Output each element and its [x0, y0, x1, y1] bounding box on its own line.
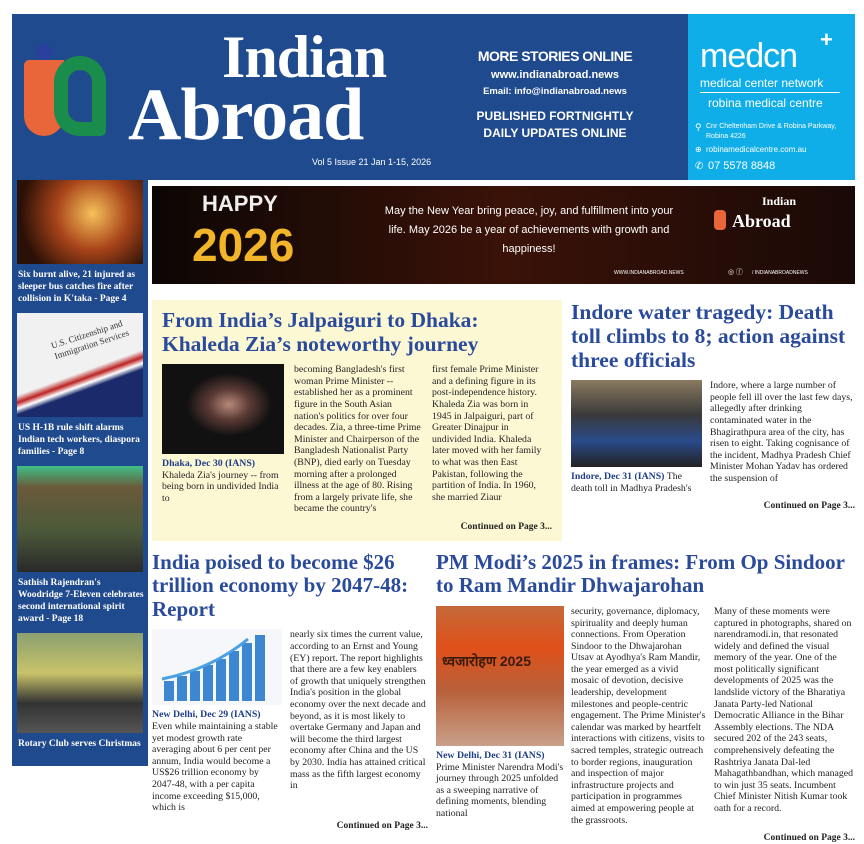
banner-logo-icon — [714, 210, 726, 230]
continued-link[interactable]: Continued on Page 3... — [336, 820, 428, 831]
headline[interactable]: PM Modi’s 2025 in frames: From Op Sindoor to Ram Mandir Dhwajarohan — [436, 549, 845, 598]
main-content — [152, 186, 855, 844]
article-indore — [567, 300, 855, 512]
logo-globe-icon — [36, 44, 52, 60]
sidebar-story-1[interactable]: Six burnt alive, 21 injured as sleeper bus catches fire after collision in K'taka - Page 4 — [18, 270, 136, 304]
body-col2: nearly six times the current value, according to an Ernst and Young (EY) report. The report highlights that there are a few key enablers of growth that uniquely strengthen India's position in the global economy over the next decade and beyond, as it is most likely to overtake Germany and Japan and will become the third largest economy after China and the US by 2030. India has attained critical mass as the fifth largest economy in — [290, 629, 426, 792]
new-year-banner — [152, 186, 855, 284]
banner-logo-line2: Abroad — [732, 211, 791, 231]
instagram-facebook-icon: ◎ ⓕ — [728, 268, 743, 276]
sidebar-story-2[interactable]: US H-1B rule shift alarms Indian tech workers, diaspora families - Page 8 — [18, 423, 140, 457]
article-economy — [152, 551, 428, 832]
banner-social: / INDIANABROADNEWS — [752, 270, 808, 276]
body-col1: Prime Minister Narendra Modi's journey through 2025 unfolded as a sweeping narrative of defining moments, blending national — [436, 761, 564, 819]
email-link[interactable]: Email: info@indianabroad.news — [483, 86, 627, 97]
continued-link[interactable]: Continued on Page 3... — [763, 501, 855, 512]
growth-chart-icon — [152, 629, 282, 705]
issue-info: Vol 5 Issue 21 Jan 1-15, 2026 — [312, 157, 432, 167]
uscis-photo — [17, 313, 143, 417]
masthead-title-line1: Indian — [222, 24, 387, 90]
globe-icon: ⊕ — [695, 145, 702, 154]
article-modi — [432, 551, 855, 844]
modi-photo — [436, 606, 564, 746]
modi-image-text: ध्वजारोहण 2025 — [442, 652, 532, 669]
banner-happy: HAPPY — [202, 191, 278, 216]
headline[interactable]: India poised to become $26 trillion economy by 2047-48: Report — [152, 549, 409, 621]
body-col1: The death toll in Madhya Pradesh's — [571, 471, 692, 494]
sidebar — [12, 178, 148, 766]
pin-icon: ⚲ — [695, 122, 702, 132]
clinic-address: Cnr Cheltenham Drive & Robina Parkway, Robina 4226 — [706, 123, 837, 140]
website-link[interactable]: www.indianabroad.news — [491, 69, 619, 81]
clinic-website[interactable]: robinamedicalcentre.com.au — [706, 145, 807, 154]
body-col3: first female Prime Minister and a defining figure in its post-independence history. Khaleda Zia was born in 1945 in Jalpaiguri, part of Greater Dinajpur in undivided India. Khaleda later moved with her family to what was then East Pakistan, following the partition of India. In 1960, she married Ziaur — [432, 364, 542, 503]
indore-photo — [571, 380, 702, 467]
body-col2: becoming Bangladesh's first woman Prime Minister -- established her as a prominent figure in the South Asian nation's politics for over four decades. Zia, a three-time Prime Minister and Chairperson of the Bangladesh Nationalist Party (BNP), died early on Tuesday morning after a prolonged illness at the age of 80. Rising from a largely private life, she became the country's — [294, 364, 421, 515]
medcn-tagline: medical center network — [700, 76, 824, 90]
headline[interactable]: Indore water tragedy: Death toll climbs to 8; action against three officials — [571, 300, 846, 373]
medcn-ad[interactable] — [688, 14, 855, 180]
dateline: New Delhi, Dec 29 (IANS) — [152, 709, 261, 721]
dateline: Indore, Dec 31 (IANS) — [571, 471, 665, 483]
continued-link[interactable]: Continued on Page 3... — [460, 521, 552, 532]
banner-message: May the New Year bring peace, joy, and fulfillment into your life. May 2026 be a year of achievements with growth and happiness! — [384, 205, 674, 255]
bus-fire-photo — [17, 180, 143, 264]
body-col2: Indore, where a large number of people fell ill over the last few days, allegedly after drinking contaminated water in the Bhagirathpura area of the city, has risen to eight. Taking cognisance of the incident, Madhya Pradesh Chief Minister Mohan Yadav has ordered the suspension of — [710, 380, 853, 484]
uscis-image-text: U.S. Citizenship and Immigration Services — [49, 318, 131, 362]
body-col3: Many of these moments were captured in photographs, shared on narendramodi.in, that resonated widely and defined the visual memory of the year. One of the most politically significant developments of 2025 was the landslide victory of the Bharatiya Janata Party-led National Democratic Alliance in the Bihar Assembly elections. The NDA secured 202 of the 243 seats, comprehensively defeating the Rashtriya Janata Dal-led Mahagathbandhan, which managed to win just 35 seats. Incumbent Chief Minister Nitish Kumar took oath for a record. — [714, 605, 854, 814]
sidebar-story-3[interactable]: Sathish Rajendran's Woodridge 7-Eleven celebrates second international spirit award - Page 18 — [18, 578, 144, 624]
continued-link[interactable]: Continued on Page 3... — [763, 833, 855, 844]
banner-website: WWW.INDIANABROAD.NEWS — [614, 270, 684, 276]
plus-icon: + — [820, 27, 833, 52]
dateline: New Delhi, Dec 31 (IANS) — [436, 749, 545, 761]
more-stories-label: MORE STORIES ONLINE — [477, 48, 633, 64]
body-col1: Khaleda Zia's journey -- from being born in undivided India to — [162, 469, 279, 504]
published-label: PUBLISHED FORTNIGHTLY — [476, 109, 634, 123]
headline[interactable]: From India’s Jalpaiguri to Dhaka: Khaleda Zia’s noteworthy journey — [162, 308, 479, 357]
rotary-photo — [17, 633, 143, 733]
medcn-brand: medcn — [700, 37, 798, 75]
logo-a-shape — [54, 56, 106, 136]
banner-logo-line1: Indian — [762, 194, 797, 208]
daily-updates-label: DAILY UPDATES ONLINE — [483, 126, 627, 140]
dateline: Dhaka, Dec 30 (IANS) — [162, 458, 256, 470]
clinic-phone[interactable]: 07 5578 8848 — [708, 160, 776, 172]
phone-icon: ✆ — [695, 161, 704, 172]
article-khaleda — [152, 300, 562, 541]
sidebar-story-4[interactable]: Rotary Club serves Christmas — [18, 739, 141, 749]
clinic-name: robina medical centre — [708, 96, 823, 110]
masthead-title-line2: Abroad — [128, 74, 364, 156]
body-col2: security, governance, diplomacy, spirituality and deeply human connections. From Operation Sindoor to the Dhwajarohan Utsav at Ayodhya's Ram Mandir, the year emerged as a vivid mosaic of devotion, decisive leadership, development milestones and people-centric engagement. The Prime Minister's calendar was marked by heartfelt interactions with citizens, visits to sacred temples, strategic outreach to border regions, inauguration and inspection of major infrastructure projects and participation in programmes aimed at empowering people at the grassroots. — [571, 605, 706, 826]
award-photo — [17, 466, 143, 572]
khaleda-photo — [162, 364, 284, 454]
body-col1: Even while maintaining a stable yet modest growth rate averaging about 6 per cent per annum, India would become a US$26 trillion economy by 2047-48, with a per capita income exceeding $15,000, which is — [152, 721, 278, 814]
banner-year: 2026 — [192, 219, 295, 271]
